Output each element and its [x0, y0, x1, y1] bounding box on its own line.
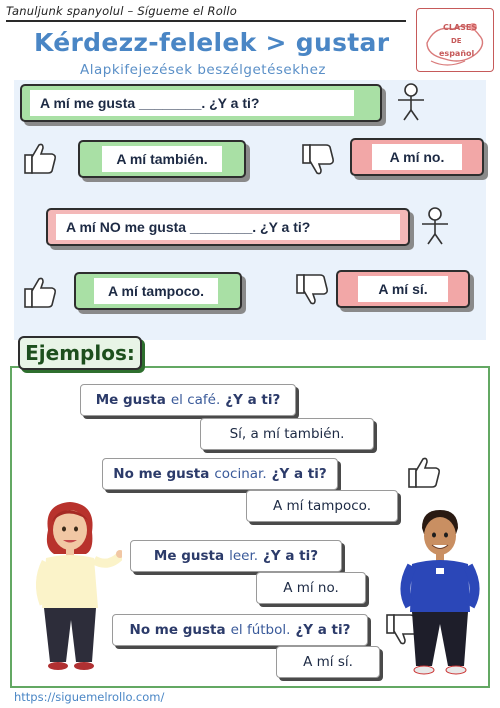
example-bold: No me gusta [113, 466, 210, 482]
example-answer-text: A mí no. [283, 580, 339, 596]
thumbs-up-icon [22, 274, 58, 310]
example-answer-1 [200, 418, 374, 450]
logo [416, 8, 494, 72]
logo-text-bottom: español [439, 49, 475, 58]
answer-also-text: A mí también. [102, 146, 222, 172]
thumbs-down-icon [300, 142, 336, 178]
stick-figure-icon [418, 206, 452, 246]
example-plain: cocinar. [214, 466, 267, 482]
example-question-1 [80, 384, 296, 416]
man-avatar [398, 508, 482, 678]
page-title: Kérdezz-felelek > gustar [34, 28, 390, 57]
thumbs-up-icon [406, 454, 442, 490]
example-answer-text: A mí sí. [303, 654, 353, 670]
answer-yes-text: A mí sí. [358, 276, 448, 302]
example-answer-2 [246, 490, 398, 522]
example-answer-text: Sí, a mí también. [229, 426, 345, 442]
example-tail: ¿Y a ti? [271, 466, 327, 482]
example-bold: Me gusta [153, 548, 225, 564]
answer-neither-bubble [74, 272, 242, 310]
example-bold: Me gusta [95, 392, 166, 408]
example-question-3 [130, 540, 342, 572]
examples-heading: Ejemplos: [18, 336, 142, 370]
example-plain: leer. [229, 548, 259, 564]
stick-figure-icon [394, 82, 428, 122]
answer-yes-bubble [336, 270, 470, 308]
header-rule [6, 20, 406, 22]
example-answer-text: A mí tampoco. [272, 498, 371, 514]
logo-text-top: CLASES [443, 23, 478, 32]
question-dislike-bubble [46, 208, 410, 246]
example-bold: No me gusta [129, 622, 226, 638]
question-like-bubble [20, 84, 382, 122]
example-tail: ¿Y a ti? [295, 622, 351, 638]
answer-not-text: A mí no. [372, 144, 462, 170]
example-plain: el café. [170, 392, 221, 408]
example-tail: ¿Y a ti? [225, 392, 281, 408]
example-tail: ¿Y a ti? [263, 548, 319, 564]
page-subtitle: Alapkifejezések beszélgetésekhez [80, 62, 326, 78]
header-top-text: Tanuljunk spanyolul – Sígueme el Rollo [6, 4, 238, 18]
question-dislike-text: A mí NO me gusta ________. ¿Y a ti? [56, 214, 400, 240]
logo-text-mid: DE [451, 37, 462, 45]
woman-avatar [26, 498, 122, 676]
example-answer-3 [256, 572, 366, 604]
question-like-text: A mí me gusta ________. ¿Y a ti? [30, 90, 354, 116]
thumbs-up-icon [22, 140, 58, 176]
answer-neither-text: A mí tampoco. [94, 278, 218, 304]
example-answer-4 [276, 646, 380, 678]
thumbs-down-icon [294, 272, 330, 308]
answer-also-bubble [78, 140, 246, 178]
answer-not-bubble [350, 138, 484, 176]
footer-url[interactable]: https://siguemelrollo.com/ [14, 690, 165, 704]
example-question-4 [112, 614, 368, 646]
example-question-2 [102, 458, 338, 490]
example-plain: el fútbol. [230, 622, 291, 638]
